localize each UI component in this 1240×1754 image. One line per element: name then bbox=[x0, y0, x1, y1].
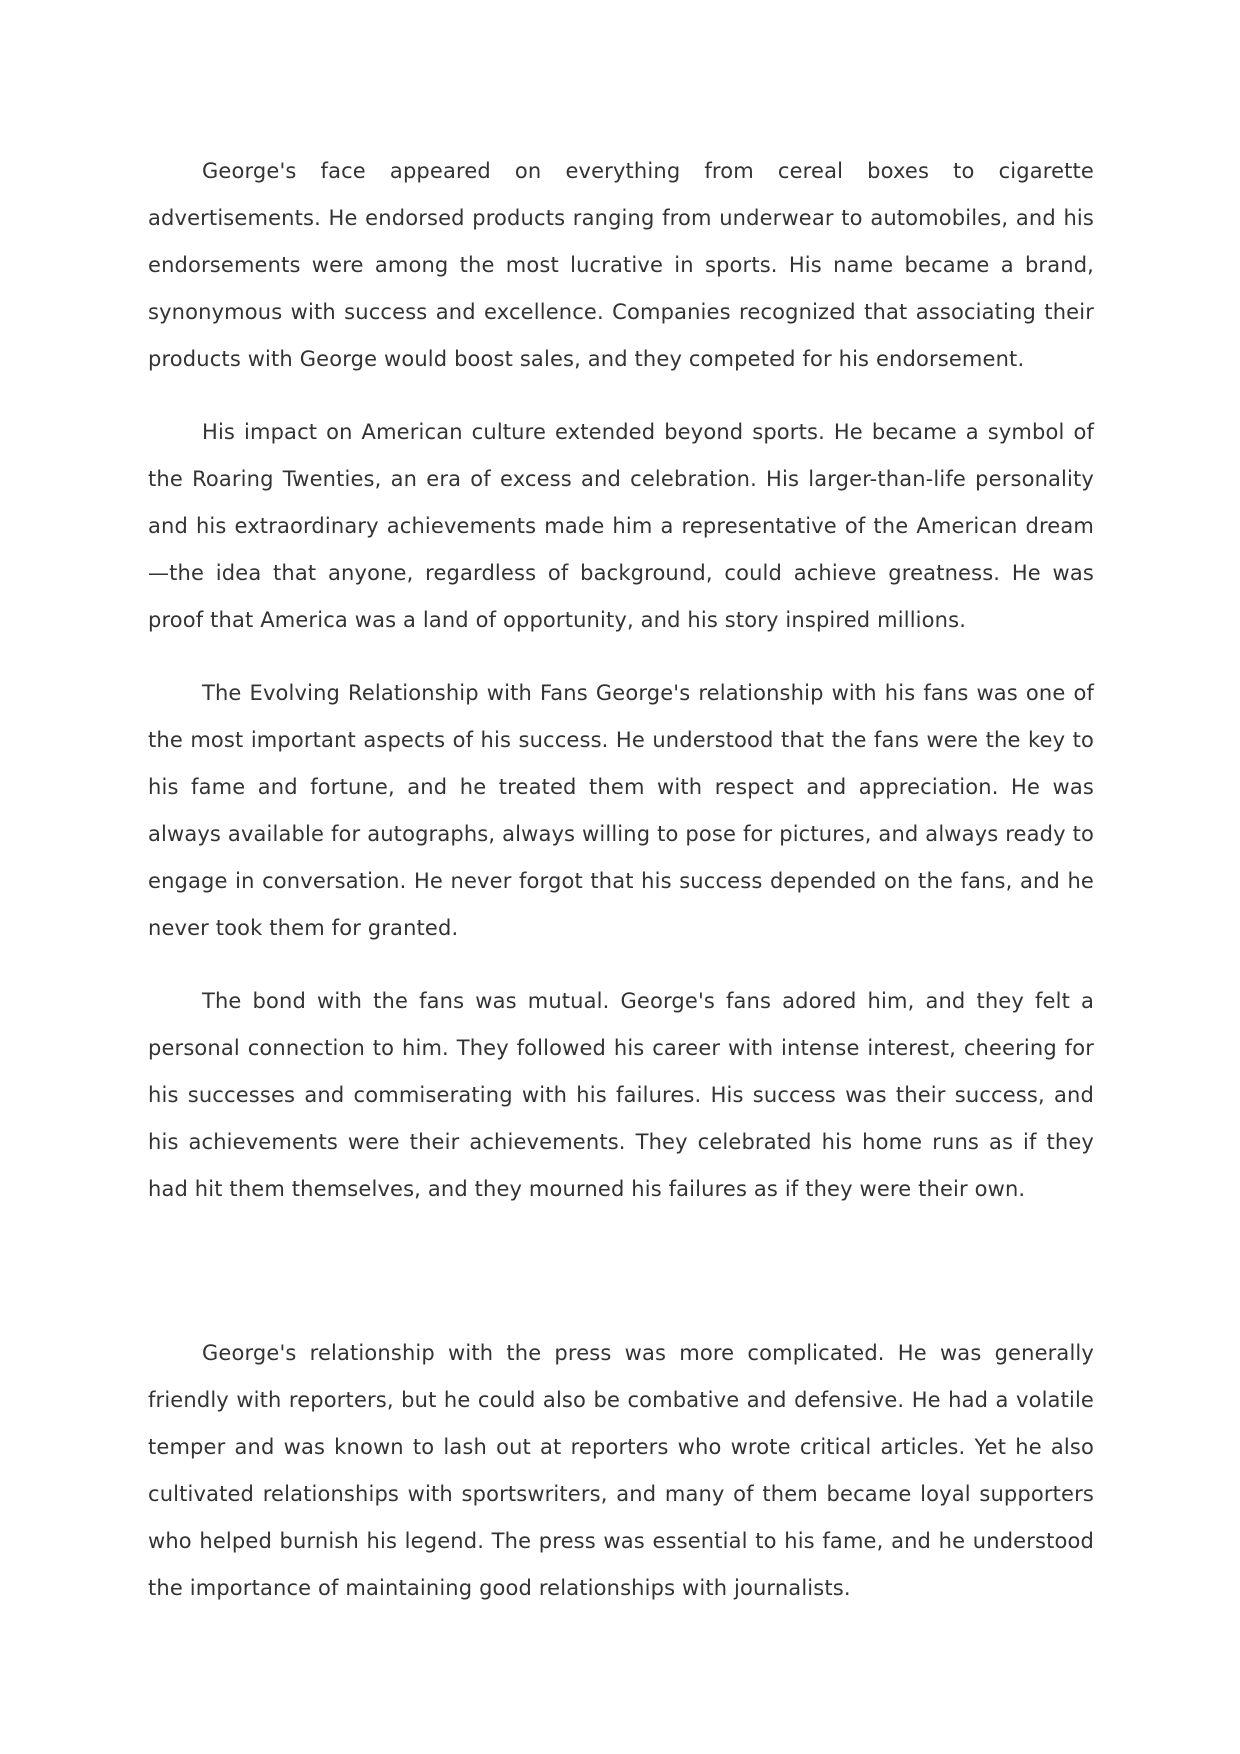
paragraph-endorsements: George's face appeared on everything from cereal boxes to cigarette advertisements. He endorsed products ranging from underwear to automobiles, and his endorsements were among the most lucrative in sports. His name became a brand, synonymous with success and excellence. Companies recognized that associating their products with George would boost sales, and they competed for his endorsement. bbox=[148, 159, 1094, 371]
text-block-upper bbox=[148, 148, 1094, 1213]
paragraph-press-relationship: George's relationship with the press was more complicated. He was generally friendly with reporters, but he could also be combative and defensive. He had a volatile temper and was known to lash out at reporters who wrote critical articles. Yet he also cultivated relationships with sportswriters, and many of them became loyal supporters who helped burnish his legend. The press was essential to his fame, and he understood the importance of maintaining good relationships with journalists. bbox=[148, 1341, 1094, 1600]
paragraph-relationship-with-fans: The Evolving Relationship with Fans George's relationship with his fans was one of the most important aspects of his success. He understood that the fans were the key to his fame and fortune, and he treated them with respect and appreciation. He was always available for autographs, always willing to pose for pictures, and always ready to engage in conversation. He never forgot that his success depended on the fans, and he never took them for granted. bbox=[148, 681, 1094, 940]
paragraph-mutual-bond: The bond with the fans was mutual. George's fans adored him, and they felt a personal connection to him. They followed his career with intense interest, cheering for his successes and commiserating with his failures. His success was their success, and his achievements were their achievements. They celebrated his home runs as if they had hit them themselves, and they mourned his failures as if they were their own. bbox=[148, 989, 1094, 1201]
text-block-lower bbox=[148, 1330, 1094, 1612]
paragraph-cultural-impact: His impact on American culture extended beyond sports. He became a symbol of the Roaring Twenties, an era of excess and celebration. His larger-than-life personality and his extraordinary achievements made him a representative of the American dream—the idea that anyone, regardless of background, could achieve greatness. He was proof that America was a land of opportunity, and his story inspired millions. bbox=[148, 420, 1094, 632]
